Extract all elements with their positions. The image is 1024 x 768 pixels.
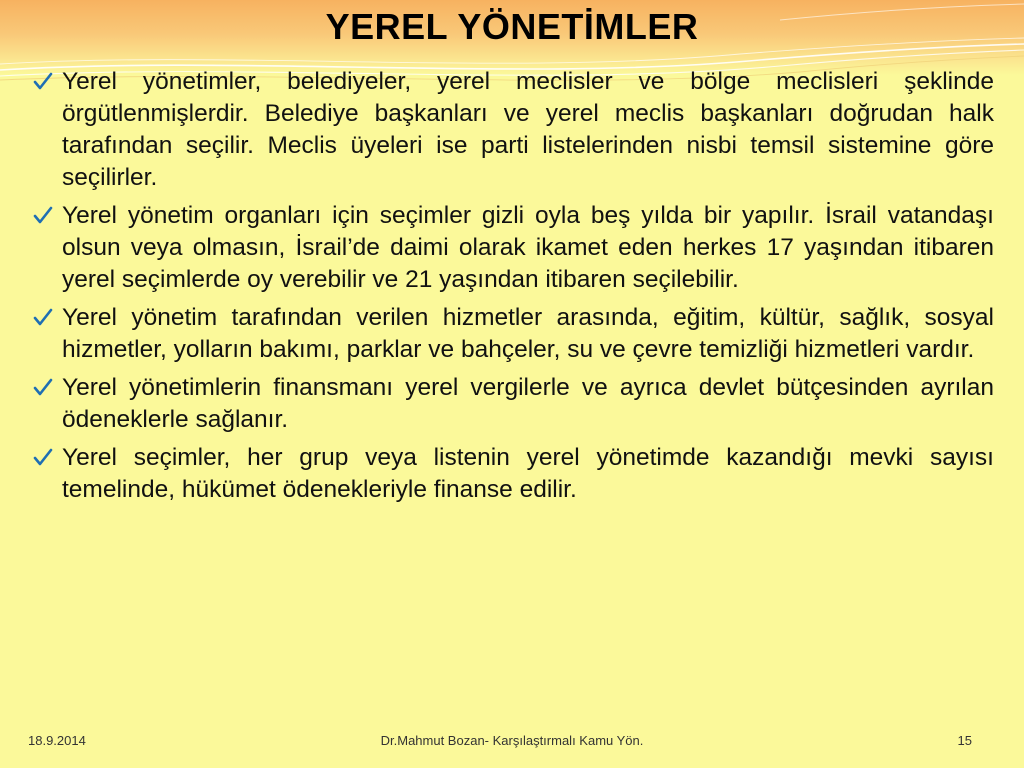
checkmark-icon (32, 204, 54, 226)
bullet-item (30, 66, 994, 194)
footer-page-number: 15 (957, 733, 972, 748)
bullet-text: Yerel seçimler, her grup veya listenin yerel yönetimde kazandığı mevki sayısı temelinde, hükümet ödenekleriyle finanse edilir. (62, 444, 994, 503)
bullet-item (30, 302, 994, 366)
bullet-item (30, 372, 994, 436)
checkmark-icon (32, 70, 54, 92)
bullet-list (30, 66, 994, 512)
bullet-text: Yerel yönetim organları için seçimler gizli oyla beş yılda bir yapılır. İsrail vatandaşı olsun veya olmasın, İsrail’de daimi olarak ikamet eden herkes 17 yaşından itibaren yerel seçimlerde oy verebilir ve 21 yaşından itibaren seçilebilir. (62, 202, 994, 293)
footer-author: Dr.Mahmut Bozan- Karşılaştırmalı Kamu Yön. (380, 733, 644, 748)
checkmark-icon (32, 376, 54, 398)
slide-title: YEREL YÖNETİMLER (325, 6, 699, 47)
bullet-item (30, 200, 994, 296)
bullet-text: Yerel yönetim tarafından verilen hizmetler arasında, eğitim, kültür, sağlık, sosyal hizmetler, yolların bakımı, parklar ve bahçeler, su ve çevre temizliği hizmetleri vardır. (62, 304, 994, 363)
bullet-text: Yerel yönetimler, belediyeler, yerel meclisler ve bölge meclisleri şeklinde örgütlenmişlerdir. Belediye başkanları ve yerel meclis başkanları doğrudan halk tarafından seçilir. Meclis üyeleri ise parti listelerinden nisbi temsil sistemine göre seçilirler. (62, 68, 994, 191)
footer-date: 18.9.2014 (28, 733, 86, 748)
bullet-text: Yerel yönetimlerin finansmanı yerel vergilerle ve ayrıca devlet bütçesinden ayrılan ödeneklerle sağlanır. (62, 374, 994, 433)
checkmark-icon (32, 446, 54, 468)
bullet-item (30, 442, 994, 506)
checkmark-icon (32, 306, 54, 328)
